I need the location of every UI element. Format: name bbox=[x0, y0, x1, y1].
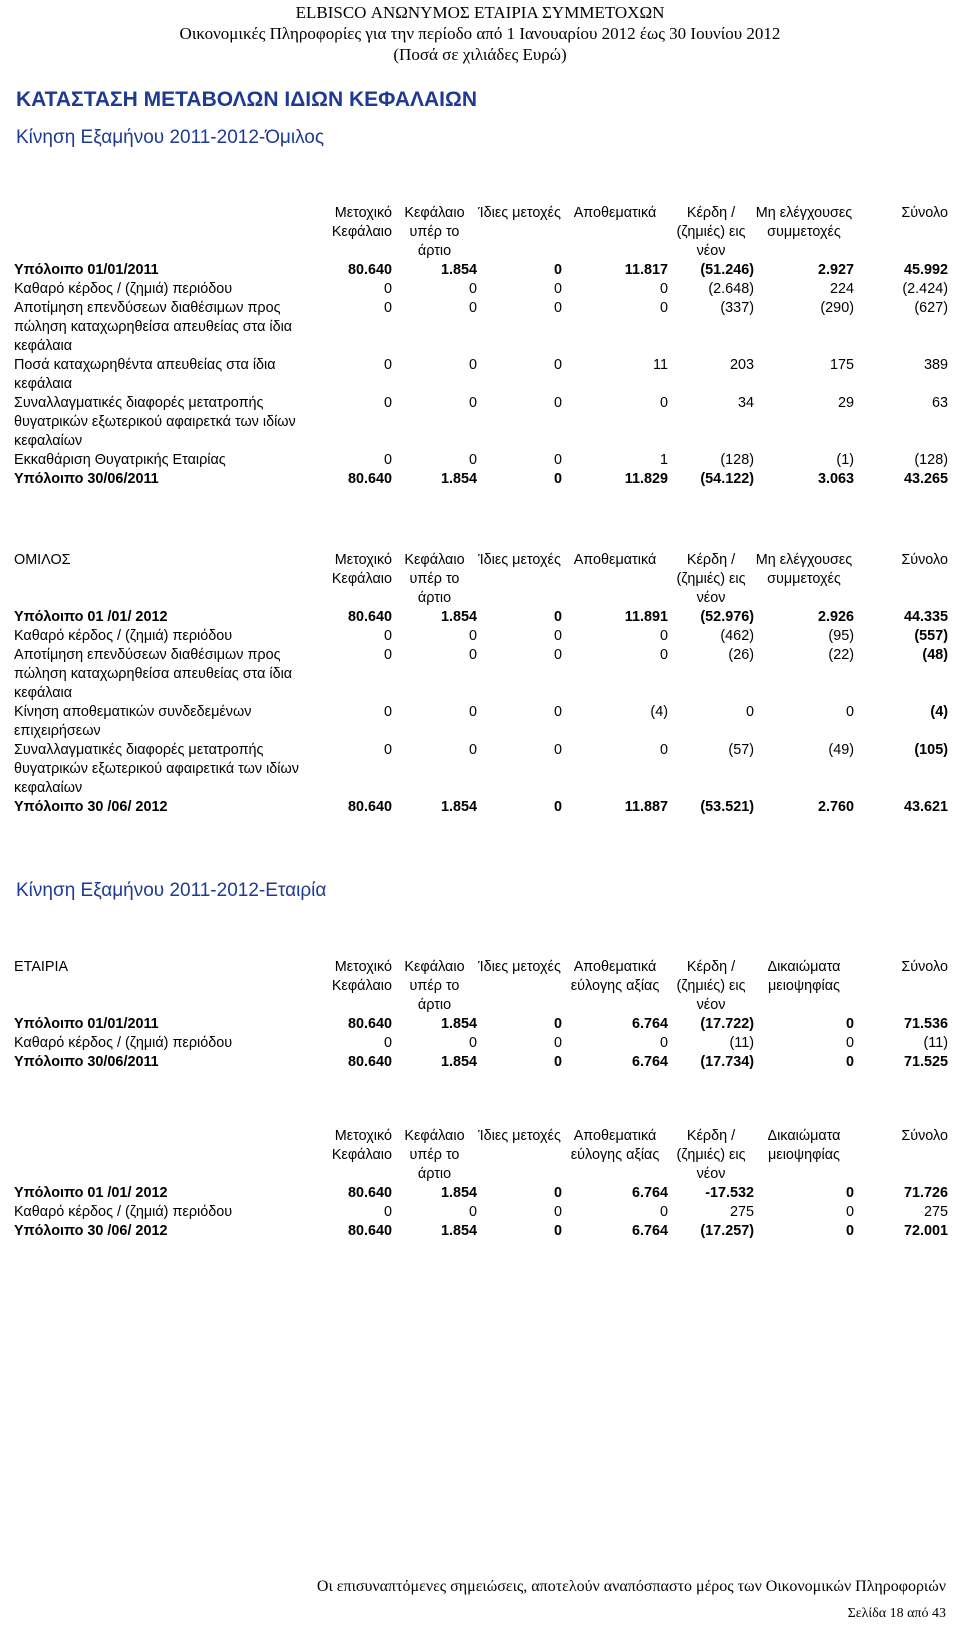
main-title: ΚΑΤΑΣΤΑΣΗ ΜΕΤΑΒΟΛΩΝ ΙΔΙΩΝ ΚΕΦΑΛΑΙΩΝ bbox=[16, 88, 477, 111]
row-label: Υπόλοιπο 01 /01/ 2012 bbox=[14, 609, 168, 625]
column-header: Κεφάλαιο υπέρ το άρτιο bbox=[404, 552, 465, 606]
cell-value: 0 bbox=[553, 395, 562, 411]
table-header-row bbox=[14, 204, 948, 261]
page-number: Σελίδα 18 από 43 bbox=[847, 1606, 946, 1621]
column-header: Μετοχικό Κεφάλαιο bbox=[331, 959, 392, 994]
table-row bbox=[14, 798, 948, 817]
cell-value: 389 bbox=[923, 357, 948, 373]
table-title: ΕΤΑΙΡΙΑ bbox=[14, 959, 69, 975]
cell-value: 2.926 bbox=[817, 609, 854, 625]
footer-note: Οι επισυναπτόμενες σημειώσεις, αποτελούν αναπόσπαστο μέρος των Οικονομικών Πληροφοριών bbox=[316, 1578, 946, 1595]
column-header: Σύνολο bbox=[901, 552, 948, 568]
column-header: Μετοχικό Κεφάλαιο bbox=[331, 1128, 392, 1163]
cell-value: 0 bbox=[468, 452, 477, 468]
cell-value: 0 bbox=[553, 704, 562, 720]
cell-value: 0 bbox=[553, 742, 562, 758]
cell-value: 1.854 bbox=[440, 1223, 477, 1239]
cell-value: (4) bbox=[650, 704, 668, 720]
cell-value: 0 bbox=[845, 1054, 854, 1070]
cell-value: (49) bbox=[828, 742, 854, 758]
row-label: Υπόλοιπο 30/06/2011 bbox=[14, 1054, 159, 1070]
cell-value: 80.640 bbox=[347, 1223, 392, 1239]
cell-value: (57) bbox=[728, 742, 754, 758]
row-label: Υπόλοιπο 01/01/2011 bbox=[14, 262, 159, 278]
row-label: Αποτίμηση επενδύσεων διαθέσιμων προς πώληση καταχωρηθείσα απευθείας στα ίδια κεφάλαια bbox=[14, 300, 293, 354]
cell-value: 0 bbox=[845, 1016, 854, 1032]
cell-value: (128) bbox=[914, 452, 948, 468]
cell-value: 0 bbox=[845, 704, 854, 720]
column-header: Μετοχικό Κεφάλαιο bbox=[331, 552, 392, 587]
cell-value: 0 bbox=[468, 742, 477, 758]
cell-value: 71.726 bbox=[903, 1185, 948, 1201]
cell-value: 80.640 bbox=[347, 1054, 392, 1070]
row-label: Συναλλαγματικές διαφορές μετατροπής θυγατρικών εξωτερικού αφαιρετκά των ιδίων κεφαλαίων bbox=[14, 395, 296, 449]
table-title bbox=[14, 204, 314, 261]
cell-value: 0 bbox=[383, 628, 392, 644]
cell-value: (290) bbox=[820, 300, 854, 316]
column-header: Δικαιώματα μειοψηφίας bbox=[767, 1128, 841, 1163]
cell-value: 1.854 bbox=[440, 1185, 477, 1201]
cell-value: 80.640 bbox=[347, 799, 392, 815]
row-label: Υπόλοιπο 30/06/2011 bbox=[14, 471, 159, 487]
table-row bbox=[14, 1222, 948, 1241]
column-header: Ίδιες μετοχές bbox=[478, 1128, 561, 1144]
cell-value: 175 bbox=[829, 357, 854, 373]
cell-value: (17.257) bbox=[700, 1223, 754, 1239]
column-header: Ίδιες μετοχές bbox=[478, 959, 561, 975]
cell-value: 80.640 bbox=[347, 1185, 392, 1201]
cell-value: 0 bbox=[468, 647, 477, 663]
cell-value: 0 bbox=[553, 452, 562, 468]
table-row bbox=[14, 394, 948, 451]
column-header: Δικαιώματα μειοψηφίας bbox=[767, 959, 841, 994]
table-row bbox=[14, 1053, 948, 1072]
cell-value: 0 bbox=[553, 1016, 562, 1032]
cell-value: (337) bbox=[720, 300, 754, 316]
column-header: Ίδιες μετοχές bbox=[478, 552, 561, 568]
cell-value: (1) bbox=[836, 452, 854, 468]
row-label: Υπόλοιπο 30 /06/ 2012 bbox=[14, 1223, 168, 1239]
column-header: Κέρδη / (ζημιές) εις νέον bbox=[676, 959, 746, 1013]
cell-value: 72.001 bbox=[903, 1223, 948, 1239]
column-header: Αποθεματικά εύλογης αξίας bbox=[570, 1128, 660, 1163]
cell-value: (22) bbox=[828, 647, 854, 663]
cell-value: 0 bbox=[553, 609, 562, 625]
row-label: Υπόλοιπο 30 /06/ 2012 bbox=[14, 799, 168, 815]
cell-value: -17.532 bbox=[705, 1185, 754, 1201]
group-section-title: Κίνηση Εξαμήνου 2011-2012-Όμιλος bbox=[16, 127, 325, 148]
cell-value: 0 bbox=[659, 742, 668, 758]
cell-value: (11) bbox=[923, 1035, 948, 1051]
cell-value: 3.063 bbox=[817, 471, 854, 487]
company-equity-table-2011 bbox=[14, 958, 948, 1072]
cell-value: 0 bbox=[553, 1054, 562, 1070]
cell-value: 0 bbox=[553, 647, 562, 663]
table-row bbox=[14, 703, 948, 741]
cell-value: 1 bbox=[659, 452, 668, 468]
cell-value: 0 bbox=[659, 395, 668, 411]
column-header: Αποθεματικά εύλογης αξίας bbox=[570, 959, 660, 994]
cell-value: (48) bbox=[922, 647, 948, 663]
group-equity-table-2011 bbox=[14, 204, 948, 489]
cell-value: 0 bbox=[845, 1204, 854, 1220]
row-label: Υπόλοιπο 01 /01/ 2012 bbox=[14, 1185, 168, 1201]
cell-value: 0 bbox=[468, 281, 477, 297]
cell-value: 1.854 bbox=[440, 799, 477, 815]
cell-value: 80.640 bbox=[347, 1016, 392, 1032]
cell-value: 0 bbox=[468, 628, 477, 644]
cell-value: (4) bbox=[930, 704, 948, 720]
table-row bbox=[14, 1203, 948, 1222]
cell-value: 2.760 bbox=[817, 799, 854, 815]
cell-value: 0 bbox=[468, 704, 477, 720]
table-title: ΟΜΙΛΟΣ bbox=[14, 552, 71, 568]
row-label: Καθαρό κέρδος / (ζημιά) περιόδου bbox=[14, 1204, 233, 1220]
row-label: Υπόλοιπο 01/01/2011 bbox=[14, 1016, 159, 1032]
cell-value: 2.927 bbox=[817, 262, 854, 278]
row-label: Κίνηση αποθεματικών συνδεδεμένων επιχειρήσεων bbox=[14, 704, 252, 739]
cell-value: 0 bbox=[659, 1035, 668, 1051]
cell-value: 0 bbox=[659, 281, 668, 297]
table-row bbox=[14, 470, 948, 489]
cell-value: 0 bbox=[745, 704, 754, 720]
cell-value: 34 bbox=[737, 395, 754, 411]
cell-value: 0 bbox=[553, 1185, 562, 1201]
cell-value: (52.976) bbox=[700, 609, 754, 625]
table-header-row bbox=[14, 958, 948, 1015]
cell-value: 0 bbox=[383, 1035, 392, 1051]
column-header: Μη ελέγχουσες συμμετοχές bbox=[755, 552, 853, 587]
column-header: Μη ελέγχουσες συμμετοχές bbox=[755, 205, 853, 240]
cell-value: (17.722) bbox=[700, 1016, 754, 1032]
cell-value: 0 bbox=[553, 300, 562, 316]
company-name: ELBISCO ΑΝΩΝΥΜΟΣ ΕΤΑΙΡΙΑ ΣΥΜΜΕΤΟΧΩΝ bbox=[295, 3, 665, 22]
column-header: Κεφάλαιο υπέρ το άρτιο bbox=[404, 205, 465, 259]
cell-value: (51.246) bbox=[700, 262, 754, 278]
cell-value: 0 bbox=[383, 395, 392, 411]
cell-value: (2.424) bbox=[902, 281, 948, 297]
cell-value: 0 bbox=[553, 471, 562, 487]
cell-value: (557) bbox=[914, 628, 948, 644]
cell-value: (53.521) bbox=[700, 799, 754, 815]
cell-value: 1.854 bbox=[440, 1016, 477, 1032]
row-label: Συναλλαγματικές διαφορές μετατροπής θυγατρικών εξωτερικού αφαιρετικά των ιδίων κεφαλαίων bbox=[14, 742, 299, 796]
column-header: Αποθεματικά bbox=[573, 205, 657, 221]
column-header: Κεφάλαιο υπέρ το άρτιο bbox=[404, 959, 465, 1013]
cell-value: 0 bbox=[659, 647, 668, 663]
cell-value: 1.854 bbox=[440, 262, 477, 278]
table-header-row bbox=[14, 1127, 948, 1184]
table-row bbox=[14, 299, 948, 356]
column-header: Κέρδη / (ζημιές) εις νέον bbox=[676, 1128, 746, 1182]
table-title bbox=[14, 1127, 314, 1184]
cell-value: 29 bbox=[837, 395, 854, 411]
cell-value: 0 bbox=[553, 281, 562, 297]
table-row bbox=[14, 646, 948, 703]
cell-value: (11) bbox=[729, 1035, 754, 1051]
cell-value: (462) bbox=[720, 628, 754, 644]
cell-value: (95) bbox=[828, 628, 854, 644]
cell-value: 0 bbox=[553, 262, 562, 278]
cell-value: 11.829 bbox=[624, 471, 668, 487]
cell-value: (26) bbox=[728, 647, 754, 663]
cell-value: 275 bbox=[729, 1204, 754, 1220]
cell-value: 11.817 bbox=[624, 262, 668, 278]
company-equity-table-2012 bbox=[14, 1127, 948, 1241]
row-label: Ποσά καταχωρηθέντα απευθείας στα ίδια κεφάλαια bbox=[14, 357, 276, 392]
cell-value: 6.764 bbox=[631, 1016, 668, 1032]
column-header: Ίδιες μετοχές bbox=[478, 205, 561, 221]
cell-value: 0 bbox=[383, 281, 392, 297]
cell-value: 0 bbox=[659, 628, 668, 644]
table-row bbox=[14, 280, 948, 299]
cell-value: (2.648) bbox=[708, 281, 754, 297]
table-row bbox=[14, 741, 948, 798]
group-equity-table-2012 bbox=[14, 551, 948, 817]
column-header: Κεφάλαιο υπέρ το άρτιο bbox=[404, 1128, 465, 1182]
cell-value: 0 bbox=[553, 628, 562, 644]
cell-value: 43.265 bbox=[903, 471, 948, 487]
cell-value: 1.854 bbox=[440, 609, 477, 625]
cell-value: 6.764 bbox=[631, 1054, 668, 1070]
table-row bbox=[14, 451, 948, 470]
table-row bbox=[14, 1184, 948, 1203]
cell-value: 43.621 bbox=[903, 799, 948, 815]
table-row bbox=[14, 1034, 948, 1053]
cell-value: 0 bbox=[383, 647, 392, 663]
cell-value: 275 bbox=[923, 1204, 948, 1220]
cell-value: (54.122) bbox=[700, 471, 754, 487]
cell-value: 45.992 bbox=[903, 262, 948, 278]
cell-value: 0 bbox=[383, 1204, 392, 1220]
cell-value: 0 bbox=[659, 1204, 668, 1220]
cell-value: 0 bbox=[383, 300, 392, 316]
cell-value: 0 bbox=[383, 357, 392, 373]
cell-value: 0 bbox=[553, 357, 562, 373]
cell-value: 0 bbox=[845, 1185, 854, 1201]
table-header-row bbox=[14, 551, 948, 608]
cell-value: 1.854 bbox=[440, 471, 477, 487]
cell-value: 0 bbox=[468, 1035, 477, 1051]
cell-value: 71.536 bbox=[903, 1016, 948, 1032]
cell-value: 63 bbox=[931, 395, 948, 411]
cell-value: 6.764 bbox=[631, 1223, 668, 1239]
cell-value: 0 bbox=[383, 742, 392, 758]
cell-value: 11 bbox=[653, 357, 668, 373]
cell-value: (627) bbox=[914, 300, 948, 316]
column-header: Σύνολο bbox=[901, 1128, 948, 1144]
row-label: Καθαρό κέρδος / (ζημιά) περιόδου bbox=[14, 1035, 233, 1051]
cell-value: 1.854 bbox=[440, 1054, 477, 1070]
cell-value: 0 bbox=[383, 452, 392, 468]
period-line: Οικονομικές Πληροφορίες για την περίοδο από 1 Ιανουαρίου 2012 έως 30 Ιουνίου 2012 bbox=[179, 24, 781, 43]
cell-value: 0 bbox=[468, 1204, 477, 1220]
cell-value: 0 bbox=[468, 357, 477, 373]
cell-value: 0 bbox=[468, 300, 477, 316]
cell-value: 0 bbox=[659, 300, 668, 316]
column-header: Κέρδη / (ζημιές) εις νέον bbox=[676, 552, 746, 606]
table-row bbox=[14, 1015, 948, 1034]
table-row bbox=[14, 261, 948, 280]
cell-value: 0 bbox=[468, 395, 477, 411]
table-row bbox=[14, 356, 948, 394]
cell-value: 0 bbox=[383, 704, 392, 720]
row-label: Αποτίμηση επενδύσεων διαθέσιμων προς πώληση καταχωρηθείσα απευθείας στα ίδια κεφάλαια bbox=[14, 647, 293, 701]
cell-value: 203 bbox=[729, 357, 754, 373]
cell-value: 44.335 bbox=[903, 609, 948, 625]
cell-value: 80.640 bbox=[347, 262, 392, 278]
cell-value: (128) bbox=[720, 452, 754, 468]
cell-value: 0 bbox=[553, 1035, 562, 1051]
cell-value: 80.640 bbox=[347, 471, 392, 487]
cell-value: 11.891 bbox=[624, 609, 668, 625]
cell-value: 71.525 bbox=[903, 1054, 948, 1070]
column-header: Σύνολο bbox=[901, 205, 948, 221]
column-header: Αποθεματικά bbox=[573, 552, 657, 568]
cell-value: 224 bbox=[829, 281, 854, 297]
cell-value: 0 bbox=[553, 1204, 562, 1220]
cell-value: 80.640 bbox=[347, 609, 392, 625]
cell-value: 0 bbox=[553, 1223, 562, 1239]
column-header: Σύνολο bbox=[901, 959, 948, 975]
cell-value: 0 bbox=[845, 1223, 854, 1239]
column-header: Κέρδη / (ζημιές) εις νέον bbox=[676, 205, 746, 259]
cell-value: (105) bbox=[914, 742, 948, 758]
row-label: Εκκαθάριση Θυγατρικής Εταιρίας bbox=[14, 452, 226, 468]
table-row bbox=[14, 608, 948, 627]
cell-value: 0 bbox=[553, 799, 562, 815]
row-label: Καθαρό κέρδος / (ζημιά) περιόδου bbox=[14, 628, 233, 644]
units-line: (Ποσά σε χιλιάδες Ευρώ) bbox=[393, 45, 567, 64]
cell-value: 11.887 bbox=[624, 799, 668, 815]
cell-value: 6.764 bbox=[631, 1185, 668, 1201]
company-section-title: Κίνηση Εξαμήνου 2011-2012-Εταιρία bbox=[16, 880, 327, 901]
column-header: Μετοχικό Κεφάλαιο bbox=[331, 205, 392, 240]
cell-value: 0 bbox=[845, 1035, 854, 1051]
cell-value: (17.734) bbox=[700, 1054, 754, 1070]
row-label: Καθαρό κέρδος / (ζημιά) περιόδου bbox=[14, 281, 233, 297]
table-row bbox=[14, 627, 948, 646]
